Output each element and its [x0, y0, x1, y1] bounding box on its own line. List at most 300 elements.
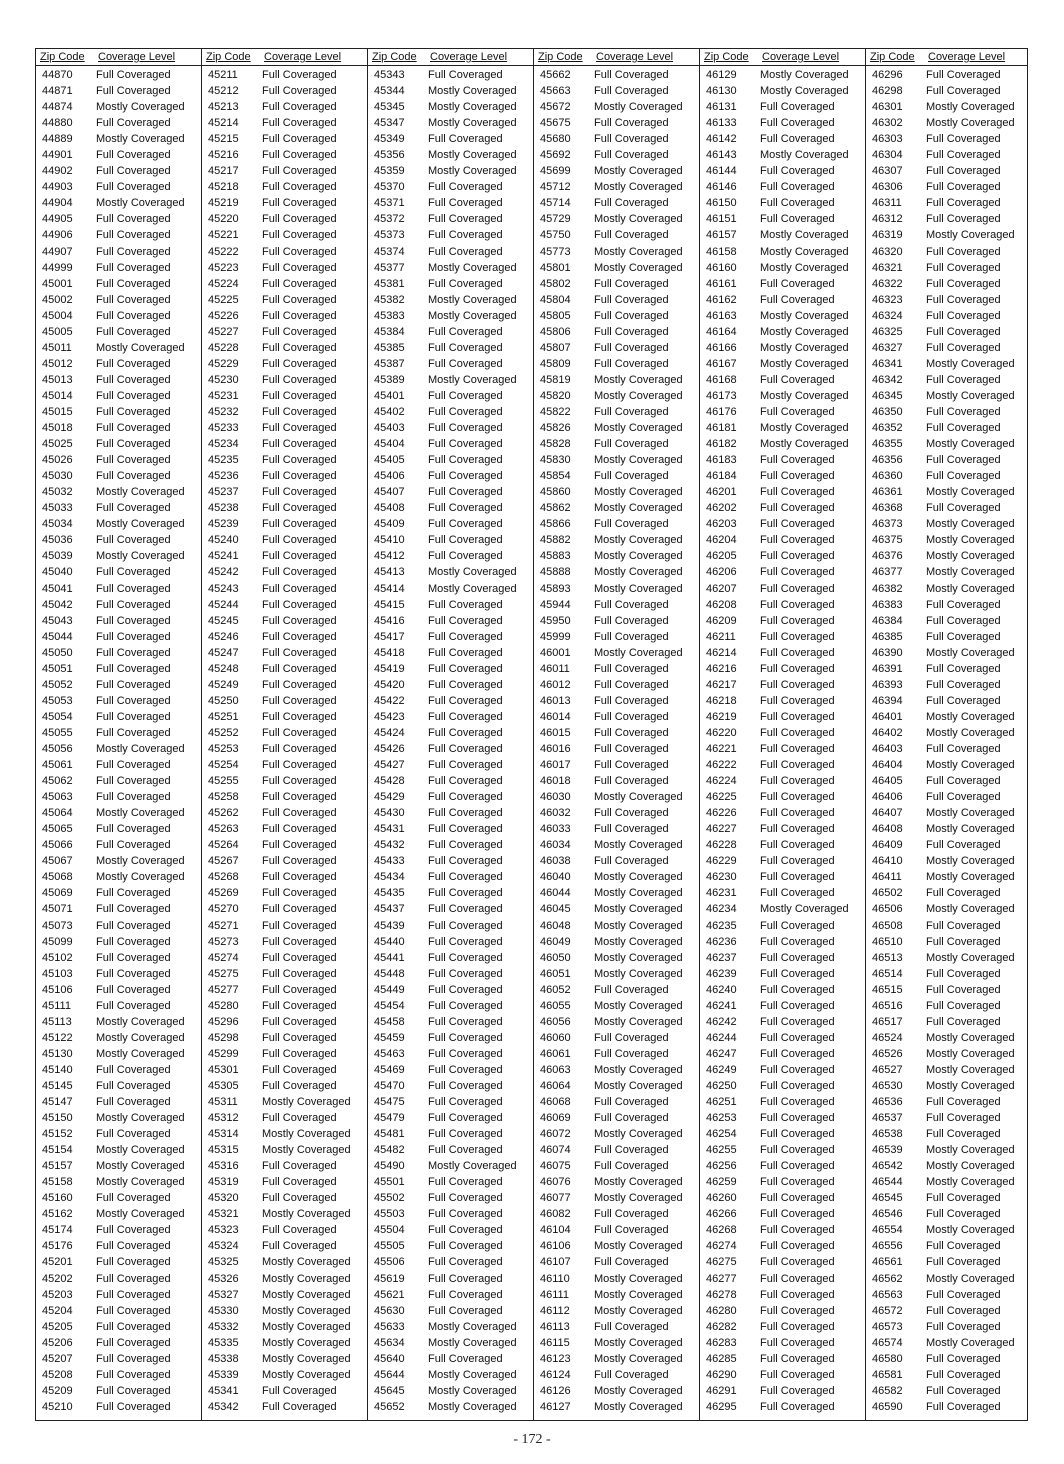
coverage-level-cell: Full Coveraged [926, 213, 1001, 226]
table-row [368, 452, 533, 468]
coverage-level-cell: Full Coveraged [594, 759, 669, 772]
table-row [368, 757, 533, 773]
coverage-level-cell: Mostly Coveraged [96, 133, 185, 146]
zip-code-cell: 45245 [208, 614, 239, 627]
table-row [700, 982, 865, 998]
coverage-level-cell: Full Coveraged [262, 1224, 337, 1237]
table-row [202, 1238, 367, 1254]
zip-code-cell: 45040 [42, 566, 73, 579]
coverage-level-cell: Full Coveraged [96, 213, 171, 226]
zip-code-cell: 45860 [540, 486, 571, 499]
coverage-level-cell: Full Coveraged [594, 277, 669, 290]
zip-code-cell: 45301 [208, 1063, 239, 1076]
table-row [534, 195, 699, 211]
zip-code-cell: 45448 [374, 967, 405, 980]
coverage-level-cell: Mostly Coveraged [760, 325, 849, 338]
table-row [866, 308, 1027, 324]
table-row [866, 436, 1027, 452]
coverage-level-cell: Full Coveraged [428, 197, 503, 210]
coverage-level-cell: Full Coveraged [594, 133, 669, 146]
coverage-level-cell: Mostly Coveraged [594, 213, 683, 226]
table-row [202, 709, 367, 725]
coverage-level-cell: Mostly Coveraged [594, 373, 683, 386]
coverage-level-cell: Full Coveraged [262, 871, 337, 884]
table-row [700, 1238, 865, 1254]
coverage-level-cell: Full Coveraged [96, 454, 171, 467]
table-row [202, 1094, 367, 1110]
coverage-level-cell: Full Coveraged [262, 791, 337, 804]
coverage-level-cell: Full Coveraged [96, 598, 171, 611]
coverage-level-cell: Full Coveraged [760, 855, 835, 868]
table-row [368, 1287, 533, 1303]
coverage-level-cell: Full Coveraged [428, 389, 503, 402]
table-row [534, 420, 699, 436]
table-row [202, 1110, 367, 1126]
table-row [866, 324, 1027, 340]
table-row [700, 1271, 865, 1287]
coverage-level-cell: Mostly Coveraged [428, 582, 517, 595]
table-row [534, 1174, 699, 1190]
coverage-level-cell: Full Coveraged [96, 117, 171, 130]
zip-code-cell: 45804 [540, 293, 571, 306]
table-row [700, 500, 865, 516]
table-row [700, 404, 865, 420]
zip-code-cell: 46524 [872, 1031, 903, 1044]
zip-code-cell: 46044 [540, 887, 571, 900]
coverage-level-cell: Full Coveraged [760, 951, 835, 964]
zip-code-cell: 46168 [706, 373, 737, 386]
zip-code-cell: 46355 [872, 438, 903, 451]
zip-code-cell: 45341 [208, 1384, 239, 1397]
table-row [36, 163, 201, 179]
table-row [202, 853, 367, 869]
coverage-level-cell: Mostly Coveraged [594, 261, 683, 274]
table-row [368, 195, 533, 211]
coverage-level-cell: Full Coveraged [96, 967, 171, 980]
zip-code-cell: 45422 [374, 694, 405, 707]
zip-code-cell: 45211 [208, 69, 238, 82]
table-row [202, 1142, 367, 1158]
table-row [368, 260, 533, 276]
coverage-level-cell: Mostly Coveraged [96, 1112, 185, 1125]
table-row [36, 1254, 201, 1270]
zip-code-cell: 45103 [42, 967, 73, 980]
coverage-level-cell: Full Coveraged [96, 85, 171, 98]
table-row [202, 789, 367, 805]
table-row [368, 1014, 533, 1030]
zip-code-cell: 45505 [374, 1240, 405, 1253]
zip-code-cell: 46306 [872, 181, 903, 194]
table-row [202, 388, 367, 404]
table-row [202, 982, 367, 998]
coverage-level-cell: Full Coveraged [262, 903, 337, 916]
coverage-level-cell: Full Coveraged [428, 935, 503, 948]
coverage-level-cell: Full Coveraged [96, 1272, 171, 1285]
coverage-level-cell: Full Coveraged [262, 1192, 337, 1205]
zip-code-cell: 45254 [208, 759, 239, 772]
coverage-level-cell: Full Coveraged [926, 245, 1001, 258]
coverage-level-cell: Full Coveraged [428, 69, 503, 82]
zip-code-cell: 45229 [208, 357, 239, 370]
coverage-level-cell: Full Coveraged [262, 983, 337, 996]
coverage-level-cell: Full Coveraged [594, 678, 669, 691]
zip-code-cell: 45862 [540, 502, 571, 515]
coverage-level-cell: Mostly Coveraged [760, 903, 849, 916]
coverage-level-cell: Mostly Coveraged [926, 518, 1015, 531]
zip-code-cell: 45420 [374, 678, 405, 691]
table-row [36, 966, 201, 982]
zip-code-cell: 46254 [706, 1128, 737, 1141]
coverage-level-cell: Mostly Coveraged [96, 1176, 185, 1189]
zip-code-cell: 45944 [540, 598, 571, 611]
table-row [700, 773, 865, 789]
table-row [368, 548, 533, 564]
zip-code-cell: 45410 [374, 534, 405, 547]
zip-code-cell: 46115 [540, 1336, 570, 1349]
zip-code-cell: 46166 [706, 341, 737, 354]
table-row [534, 404, 699, 420]
zip-code-cell: 46408 [872, 823, 903, 836]
coverage-level-cell: Full Coveraged [262, 775, 337, 788]
table-row [700, 1383, 865, 1399]
zip-code-cell: 45230 [208, 373, 239, 386]
table-row [700, 340, 865, 356]
table-row [534, 901, 699, 917]
coverage-level-cell: Mostly Coveraged [262, 1304, 351, 1317]
table-row [700, 1399, 865, 1415]
table-row [866, 1271, 1027, 1287]
coverage-level-cell: Mostly Coveraged [594, 245, 683, 258]
coverage-level-cell: Full Coveraged [594, 1144, 669, 1157]
table-row [534, 629, 699, 645]
coverage-level-cell: Full Coveraged [926, 887, 1001, 900]
coverage-level-cell: Full Coveraged [262, 598, 337, 611]
coverage-level-header: Coverage Level [430, 51, 508, 63]
table-row [36, 1367, 201, 1383]
table-row [202, 613, 367, 629]
zip-code-cell: 45258 [208, 791, 239, 804]
column-group [202, 49, 368, 1420]
table-row [700, 564, 865, 580]
table-row [866, 901, 1027, 917]
coverage-level-cell: Full Coveraged [760, 871, 835, 884]
table-row [368, 966, 533, 982]
table-row [866, 244, 1027, 260]
coverage-level-cell: Full Coveraged [262, 534, 337, 547]
table-row [866, 1222, 1027, 1238]
coverage-level-cell: Full Coveraged [428, 1240, 503, 1253]
table-row [368, 1094, 533, 1110]
zip-code-cell: 46241 [706, 999, 737, 1012]
zip-code-cell: 46298 [872, 85, 903, 98]
table-row [36, 67, 201, 83]
table-row [700, 308, 865, 324]
zip-code-cell: 46106 [540, 1240, 571, 1253]
table-row [368, 1335, 533, 1351]
table-row [700, 966, 865, 982]
table-row [866, 1367, 1027, 1383]
table-row [368, 532, 533, 548]
zip-code-cell: 45212 [208, 85, 239, 98]
table-row [202, 115, 367, 131]
table-row [700, 115, 865, 131]
coverage-level-cell: Full Coveraged [926, 373, 1001, 386]
coverage-level-cell: Full Coveraged [428, 1352, 503, 1365]
coverage-level-cell: Full Coveraged [926, 1400, 1001, 1413]
zip-code-cell: 45826 [540, 422, 571, 435]
table-row [700, 1158, 865, 1174]
coverage-level-cell: Full Coveraged [428, 422, 503, 435]
zip-code-cell: 46295 [706, 1400, 737, 1413]
coverage-level-cell: Mostly Coveraged [594, 791, 683, 804]
zip-code-cell: 45323 [208, 1224, 239, 1237]
zip-code-cell: 44870 [42, 69, 73, 82]
table-row [36, 1271, 201, 1287]
table-row [866, 548, 1027, 564]
table-row [700, 260, 865, 276]
zip-code-cell: 46230 [706, 871, 737, 884]
zip-code-cell: 45621 [374, 1288, 405, 1301]
table-row [866, 340, 1027, 356]
table-row [36, 693, 201, 709]
table-row [36, 934, 201, 950]
zip-code-cell: 46268 [706, 1224, 737, 1237]
table-row [700, 837, 865, 853]
zip-code-cell: 45359 [374, 165, 405, 178]
table-row [202, 581, 367, 597]
coverage-level-cell: Full Coveraged [428, 213, 503, 226]
table-row [700, 324, 865, 340]
table-row [368, 1383, 533, 1399]
coverage-level-cell: Full Coveraged [926, 1352, 1001, 1365]
zip-code-cell: 46327 [872, 341, 903, 354]
table-row [700, 1287, 865, 1303]
zip-code-cell: 45403 [374, 422, 405, 435]
zip-code-cell: 46068 [540, 1096, 571, 1109]
table-row [202, 821, 367, 837]
coverage-level-cell: Full Coveraged [428, 454, 503, 467]
table-row [866, 516, 1027, 532]
coverage-level-cell: Mostly Coveraged [262, 1288, 351, 1301]
zip-code-cell: 45251 [208, 710, 239, 723]
zip-code-cell: 46227 [706, 823, 737, 836]
coverage-level-cell: Mostly Coveraged [594, 1336, 683, 1349]
coverage-level-cell: Full Coveraged [760, 1288, 835, 1301]
coverage-level-cell: Mostly Coveraged [594, 967, 683, 980]
table-row [866, 99, 1027, 115]
zip-code-cell: 45232 [208, 406, 239, 418]
coverage-level-cell: Full Coveraged [428, 630, 503, 643]
coverage-level-cell: Full Coveraged [926, 1015, 1001, 1028]
coverage-level-cell: Mostly Coveraged [594, 454, 683, 467]
zip-code-cell: 45830 [540, 454, 571, 467]
coverage-level-cell: Mostly Coveraged [594, 1304, 683, 1317]
table-row [700, 388, 865, 404]
zip-code-cell: 45327 [208, 1288, 239, 1301]
table-row [534, 1303, 699, 1319]
table-row [700, 725, 865, 741]
table-row [36, 1158, 201, 1174]
coverage-level-cell: Full Coveraged [760, 566, 835, 579]
table-row [700, 276, 865, 292]
zip-code-cell: 46302 [872, 117, 903, 130]
zip-code-cell: 46280 [706, 1304, 737, 1317]
coverage-level-cell: Full Coveraged [760, 1031, 835, 1044]
zip-code-cell: 46312 [872, 213, 903, 226]
zip-code-cell: 45806 [540, 325, 571, 338]
coverage-level-cell: Full Coveraged [428, 406, 503, 418]
zip-code-header: Zip Code [870, 51, 915, 63]
table-row [534, 1351, 699, 1367]
zip-code-header: Zip Code [538, 51, 583, 63]
zip-code-cell: 45819 [540, 373, 571, 386]
zip-code-cell: 46296 [872, 69, 903, 82]
coverage-level-cell: Full Coveraged [96, 1224, 171, 1237]
zip-code-cell: 46219 [706, 710, 737, 723]
zip-code-cell: 46221 [706, 742, 737, 755]
coverage-level-cell: Full Coveraged [428, 967, 503, 980]
coverage-level-cell: Full Coveraged [428, 951, 503, 964]
coverage-level-cell: Full Coveraged [428, 871, 503, 884]
coverage-level-cell: Full Coveraged [262, 341, 337, 354]
coverage-level-cell: Full Coveraged [760, 775, 835, 788]
coverage-level-cell: Full Coveraged [926, 309, 1001, 322]
table-row [36, 195, 201, 211]
table-row [534, 548, 699, 564]
table-row [866, 1206, 1027, 1222]
zip-code-cell: 45069 [42, 887, 73, 900]
coverage-level-cell: Full Coveraged [262, 470, 337, 483]
zip-code-cell: 46069 [540, 1112, 571, 1125]
table-row [202, 1046, 367, 1062]
table-row [534, 1399, 699, 1415]
zip-code-cell: 46502 [872, 887, 903, 900]
zip-code-cell: 45371 [374, 197, 405, 210]
coverage-level-cell: Mostly Coveraged [594, 999, 683, 1012]
zip-code-cell: 45344 [374, 85, 405, 98]
coverage-level-cell: Full Coveraged [926, 1096, 1001, 1109]
coverage-level-cell: Full Coveraged [760, 277, 835, 290]
table-row [534, 1271, 699, 1287]
coverage-level-cell: Full Coveraged [594, 1096, 669, 1109]
zip-code-cell: 45805 [540, 309, 571, 322]
zip-code-cell: 46111 [540, 1288, 569, 1301]
zip-code-cell: 46207 [706, 582, 737, 595]
coverage-level-header: Coverage Level [762, 51, 840, 63]
coverage-level-cell: Full Coveraged [96, 614, 171, 627]
coverage-level-cell: Full Coveraged [760, 406, 835, 418]
zip-code-cell: 45431 [374, 823, 405, 836]
coverage-level-cell: Full Coveraged [594, 438, 669, 451]
zip-code-cell: 45381 [374, 277, 405, 290]
coverage-level-cell: Full Coveraged [428, 694, 503, 707]
coverage-level-cell: Full Coveraged [96, 357, 171, 370]
table-row [368, 1303, 533, 1319]
coverage-level-cell: Mostly Coveraged [926, 1272, 1015, 1285]
zip-code-cell: 46544 [872, 1176, 903, 1189]
table-row [36, 1190, 201, 1206]
table-row [866, 1094, 1027, 1110]
zip-code-cell: 45273 [208, 935, 239, 948]
zip-code-cell: 45405 [374, 454, 405, 467]
zip-code-cell: 45227 [208, 325, 239, 338]
table-row [866, 1046, 1027, 1062]
zip-code-cell: 45406 [374, 470, 405, 483]
table-row [36, 597, 201, 613]
table-row [866, 1126, 1027, 1142]
coverage-level-cell: Full Coveraged [96, 389, 171, 402]
zip-code-cell: 45041 [42, 582, 73, 595]
zip-code-cell: 46064 [540, 1079, 571, 1092]
table-row [866, 1014, 1027, 1030]
zip-code-cell: 45056 [42, 742, 73, 755]
table-row [700, 1142, 865, 1158]
zip-code-cell: 46123 [540, 1352, 571, 1365]
table-row [866, 853, 1027, 869]
zip-code-cell: 46183 [706, 454, 737, 467]
zip-code-cell: 45377 [374, 261, 405, 274]
coverage-level-cell: Full Coveraged [428, 1128, 503, 1141]
coverage-level-cell: Full Coveraged [760, 133, 835, 146]
zip-code-cell: 46015 [540, 726, 571, 739]
coverage-level-cell: Full Coveraged [760, 550, 835, 563]
coverage-level-cell: Full Coveraged [428, 1015, 503, 1028]
table-row [202, 773, 367, 789]
coverage-level-cell: Full Coveraged [428, 983, 503, 996]
zip-code-header: Zip Code [206, 51, 251, 63]
zip-code-cell: 46545 [872, 1192, 903, 1205]
table-row [36, 1126, 201, 1142]
zip-code-cell: 45502 [374, 1192, 405, 1205]
coverage-level-cell: Mostly Coveraged [96, 1031, 185, 1044]
table-row [534, 1222, 699, 1238]
table-row [368, 115, 533, 131]
coverage-level-cell: Full Coveraged [262, 261, 337, 274]
zip-code-cell: 45231 [208, 389, 239, 402]
zip-code-cell: 46291 [706, 1384, 737, 1397]
coverage-level-cell: Full Coveraged [262, 357, 337, 370]
coverage-level-cell: Full Coveraged [926, 165, 1001, 178]
table-row [368, 276, 533, 292]
zip-code-cell: 45154 [42, 1144, 73, 1157]
coverage-level-cell: Full Coveraged [760, 1352, 835, 1365]
zip-code-cell: 46181 [706, 422, 737, 435]
coverage-level-cell: Full Coveraged [96, 823, 171, 836]
zip-code-cell: 46204 [706, 534, 737, 547]
zip-code-cell: 46582 [872, 1384, 903, 1397]
zip-code-cell: 46539 [872, 1144, 903, 1157]
table-row [368, 853, 533, 869]
coverage-level-cell: Full Coveraged [760, 710, 835, 723]
zip-code-cell: 45012 [42, 357, 73, 370]
coverage-level-cell: Full Coveraged [262, 117, 337, 130]
coverage-level-cell: Full Coveraged [760, 1128, 835, 1141]
zip-code-cell: 45061 [42, 759, 73, 772]
table-row [700, 741, 865, 757]
table-row [866, 452, 1027, 468]
zip-code-cell: 46167 [706, 357, 737, 370]
table-row [700, 677, 865, 693]
table-row [534, 693, 699, 709]
coverage-level-cell: Mostly Coveraged [96, 1047, 185, 1060]
table-row [700, 645, 865, 661]
table-row [202, 869, 367, 885]
coverage-level-cell: Full Coveraged [96, 181, 171, 194]
zip-code-cell: 45210 [42, 1400, 73, 1413]
table-row [534, 211, 699, 227]
coverage-level-cell: Full Coveraged [262, 582, 337, 595]
coverage-level-cell: Mostly Coveraged [760, 149, 849, 162]
